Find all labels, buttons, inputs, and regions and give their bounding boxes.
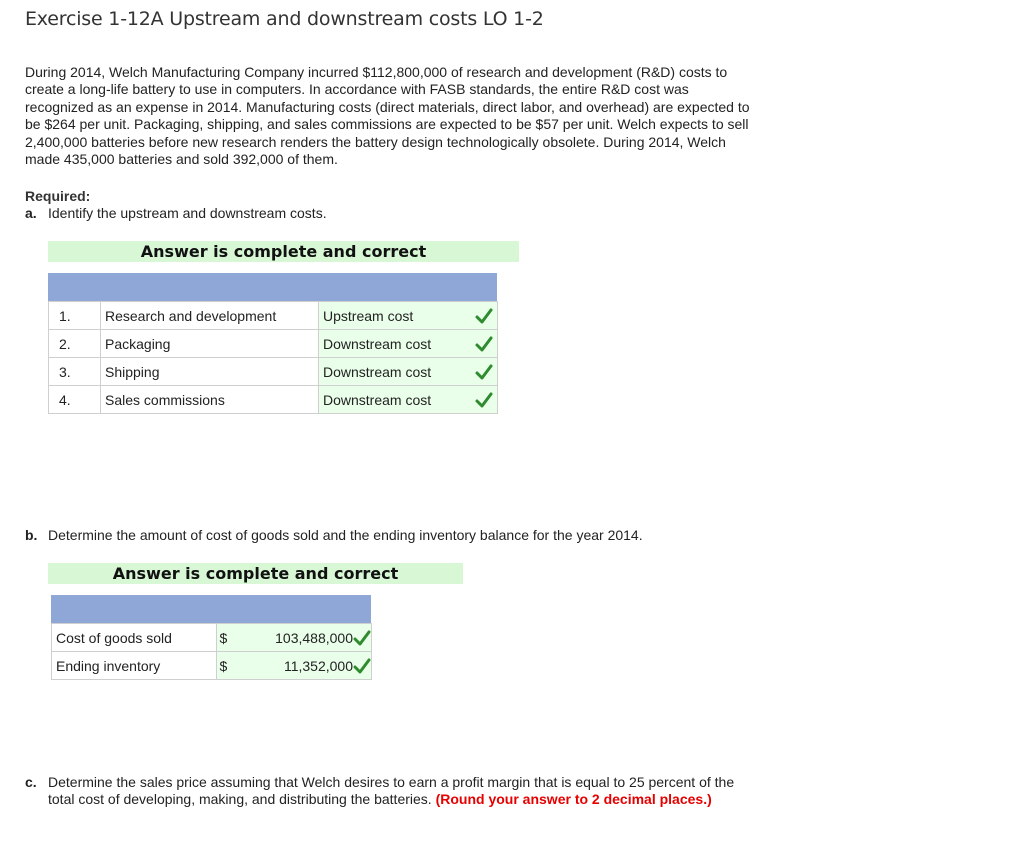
cogs-label: Cost of goods sold xyxy=(52,624,217,652)
part-a-table xyxy=(48,301,498,414)
cost-classification-value: Upstream cost xyxy=(323,307,414,324)
row-number: 4. xyxy=(49,386,101,414)
table-row xyxy=(49,358,498,386)
cost-classification-value: Downstream cost xyxy=(323,363,432,380)
cost-item: Sales commissions xyxy=(101,386,319,414)
check-icon xyxy=(475,336,493,355)
part-a-letter: a. xyxy=(25,205,37,221)
part-c-question xyxy=(25,774,765,808)
row-number: 3. xyxy=(49,358,101,386)
part-b-text: Determine the amount of cost of goods sold and the ending inventory balance for the year 2014. xyxy=(48,527,643,543)
check-icon xyxy=(353,630,371,649)
required-label: Required: xyxy=(25,188,91,204)
currency-symbol: $ xyxy=(219,657,228,674)
ending-inventory-input[interactable] xyxy=(216,652,372,680)
part-b-table xyxy=(51,623,372,680)
cost-classification-select[interactable] xyxy=(319,386,498,414)
cost-item: Shipping xyxy=(101,358,319,386)
check-icon xyxy=(475,308,493,327)
part-a-question xyxy=(25,205,755,222)
part-a-result-banner: Answer is complete and correct xyxy=(48,241,519,262)
cogs-input[interactable] xyxy=(216,624,372,652)
part-c-body xyxy=(48,774,760,809)
cost-classification-value: Downstream cost xyxy=(323,391,432,408)
cost-item: Packaging xyxy=(101,330,319,358)
part-b-question xyxy=(25,527,755,544)
part-a-header-band xyxy=(48,273,497,301)
part-a-text: Identify the upstream and downstream costs. xyxy=(48,205,327,221)
check-icon xyxy=(353,658,371,677)
part-b-letter: b. xyxy=(25,527,38,543)
cost-classification-select[interactable] xyxy=(319,330,498,358)
check-icon xyxy=(475,364,493,383)
part-c-text: Determine the sales price assuming that Welch desires to earn a profit margin that is equal to 25 percent of the total cost of developing, making, and distributing the batteries. xyxy=(48,774,735,808)
row-number: 1. xyxy=(49,302,101,330)
ending-inventory-value: 11,352,000 xyxy=(283,658,353,674)
part-b-result-banner: Answer is complete and correct xyxy=(48,563,463,584)
table-row xyxy=(49,302,498,330)
cost-item: Research and development xyxy=(101,302,319,330)
row-number: 2. xyxy=(49,330,101,358)
ending-inventory-label: Ending inventory xyxy=(52,652,217,680)
page-title: Exercise 1-12A Upstream and downstream costs LO 1-2 xyxy=(25,8,544,30)
part-c-letter: c. xyxy=(25,774,37,790)
table-row xyxy=(49,386,498,414)
table-row xyxy=(52,624,372,652)
table-row xyxy=(52,652,372,680)
cogs-value: 103,488,000 xyxy=(275,630,353,646)
rounding-note: (Round your answer to 2 decimal places.) xyxy=(435,791,712,808)
part-b-header-band xyxy=(51,595,371,623)
table-row xyxy=(49,330,498,358)
cost-classification-value: Downstream cost xyxy=(323,335,432,352)
check-icon xyxy=(475,392,493,411)
currency-symbol: $ xyxy=(219,629,228,646)
problem-paragraph: During 2014, Welch Manufacturing Company incurred $112,800,000 of research and development (R&D) costs to create a long-life battery to use in computers. In accordance with FASB standards, the entire R&D cost was recognized as an expense in 2014. Manufacturing costs (direct materials, direct labor, and overhead) are expected to be $264 per unit. Packaging, shipping, and sales commissions are expected to be $57 per unit. Welch expects to sell 2,400,000 batteries before new research renders the battery design technologically obsolete. During 2014, Welch made 435,000 batteries and sold 392,000 of them. xyxy=(25,64,750,168)
cost-classification-select[interactable] xyxy=(319,302,498,330)
cost-classification-select[interactable] xyxy=(319,358,498,386)
